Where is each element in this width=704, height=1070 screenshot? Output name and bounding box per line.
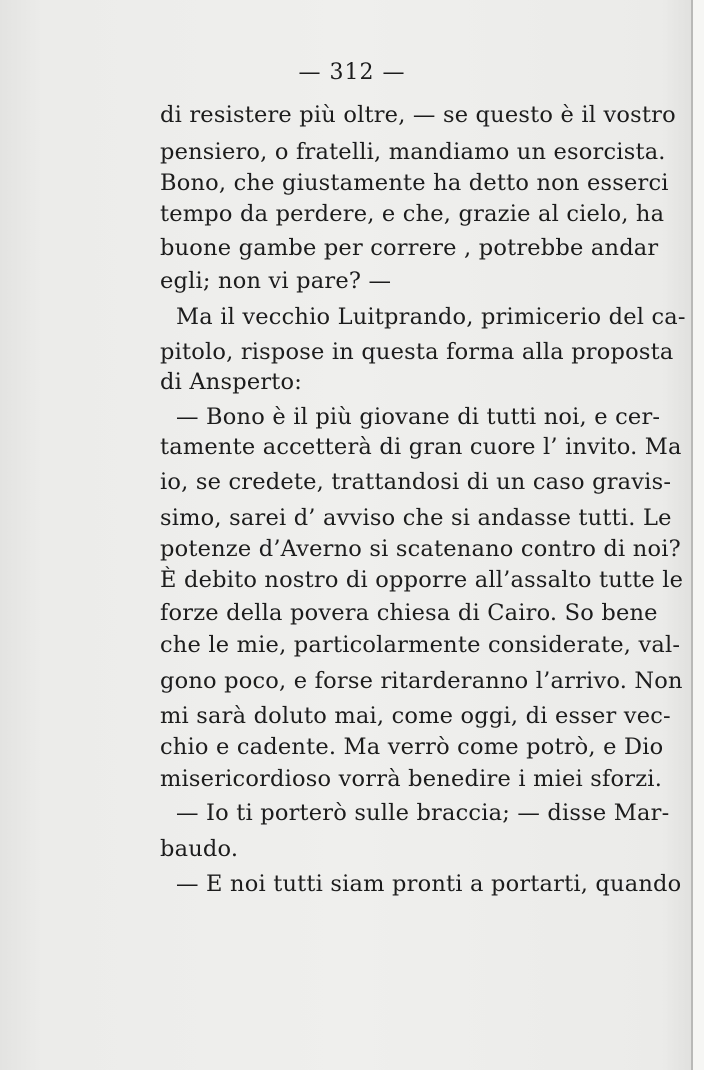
text-line: gono poco, e forse ritarderanno l’arrivo. Non (160, 668, 683, 694)
text-line: misericordioso vorrà benedire i miei sforzi. (160, 766, 663, 792)
text-line: baudo. (160, 836, 239, 862)
text-line: mi sarà doluto mai, come oggi, di esser vec- (160, 703, 671, 729)
page-right-edge (693, 0, 704, 1070)
text-line: — E noi tutti siam pronti a portarti, quando (176, 871, 682, 897)
text-line: — Bono è il più giovane di tutti noi, e cer- (176, 404, 661, 430)
text-line: di Ansperto: (160, 369, 303, 395)
text-line: Ma il vecchio Luitprando, primicerio del ca- (176, 304, 686, 330)
text-line: che le mie, particolarmente considerate, val- (160, 632, 681, 658)
text-line: È debito nostro di opporre all’assalto tutte le (160, 567, 684, 593)
text-line: simo, sarei d’ avviso che si andasse tutti. Le (160, 505, 672, 531)
text-line: di resistere più oltre, — se questo è il vostro (160, 102, 676, 128)
text-line: — Io ti porterò sulle braccia; — disse Mar- (176, 800, 670, 826)
text-line: pensiero, o fratelli, mandiamo un esorcista. (160, 139, 666, 165)
text-line: potenze d’Averno si scatenano contro di noi? (160, 536, 681, 562)
text-line: pitolo, rispose in questa forma alla proposta (160, 339, 674, 365)
text-line: egli; non vi pare? — (160, 268, 392, 294)
page-number: — 312 — (298, 60, 406, 85)
text-line: forze della povera chiesa di Cairo. So bene (160, 600, 658, 626)
text-line: tamente accetterà di gran cuore l’ invito. Ma (160, 434, 682, 460)
text-line: chio e cadente. Ma verrò come potrò, e Dio (160, 734, 664, 760)
text-line: tempo da perdere, e che, grazie al cielo, ha (160, 201, 665, 227)
text-line: Bono, che giustamente ha detto non esserci (160, 170, 669, 196)
text-line: buone gambe per correre , potrebbe andar (160, 235, 659, 261)
text-line: io, se credete, trattandosi di un caso gravis- (160, 469, 672, 495)
